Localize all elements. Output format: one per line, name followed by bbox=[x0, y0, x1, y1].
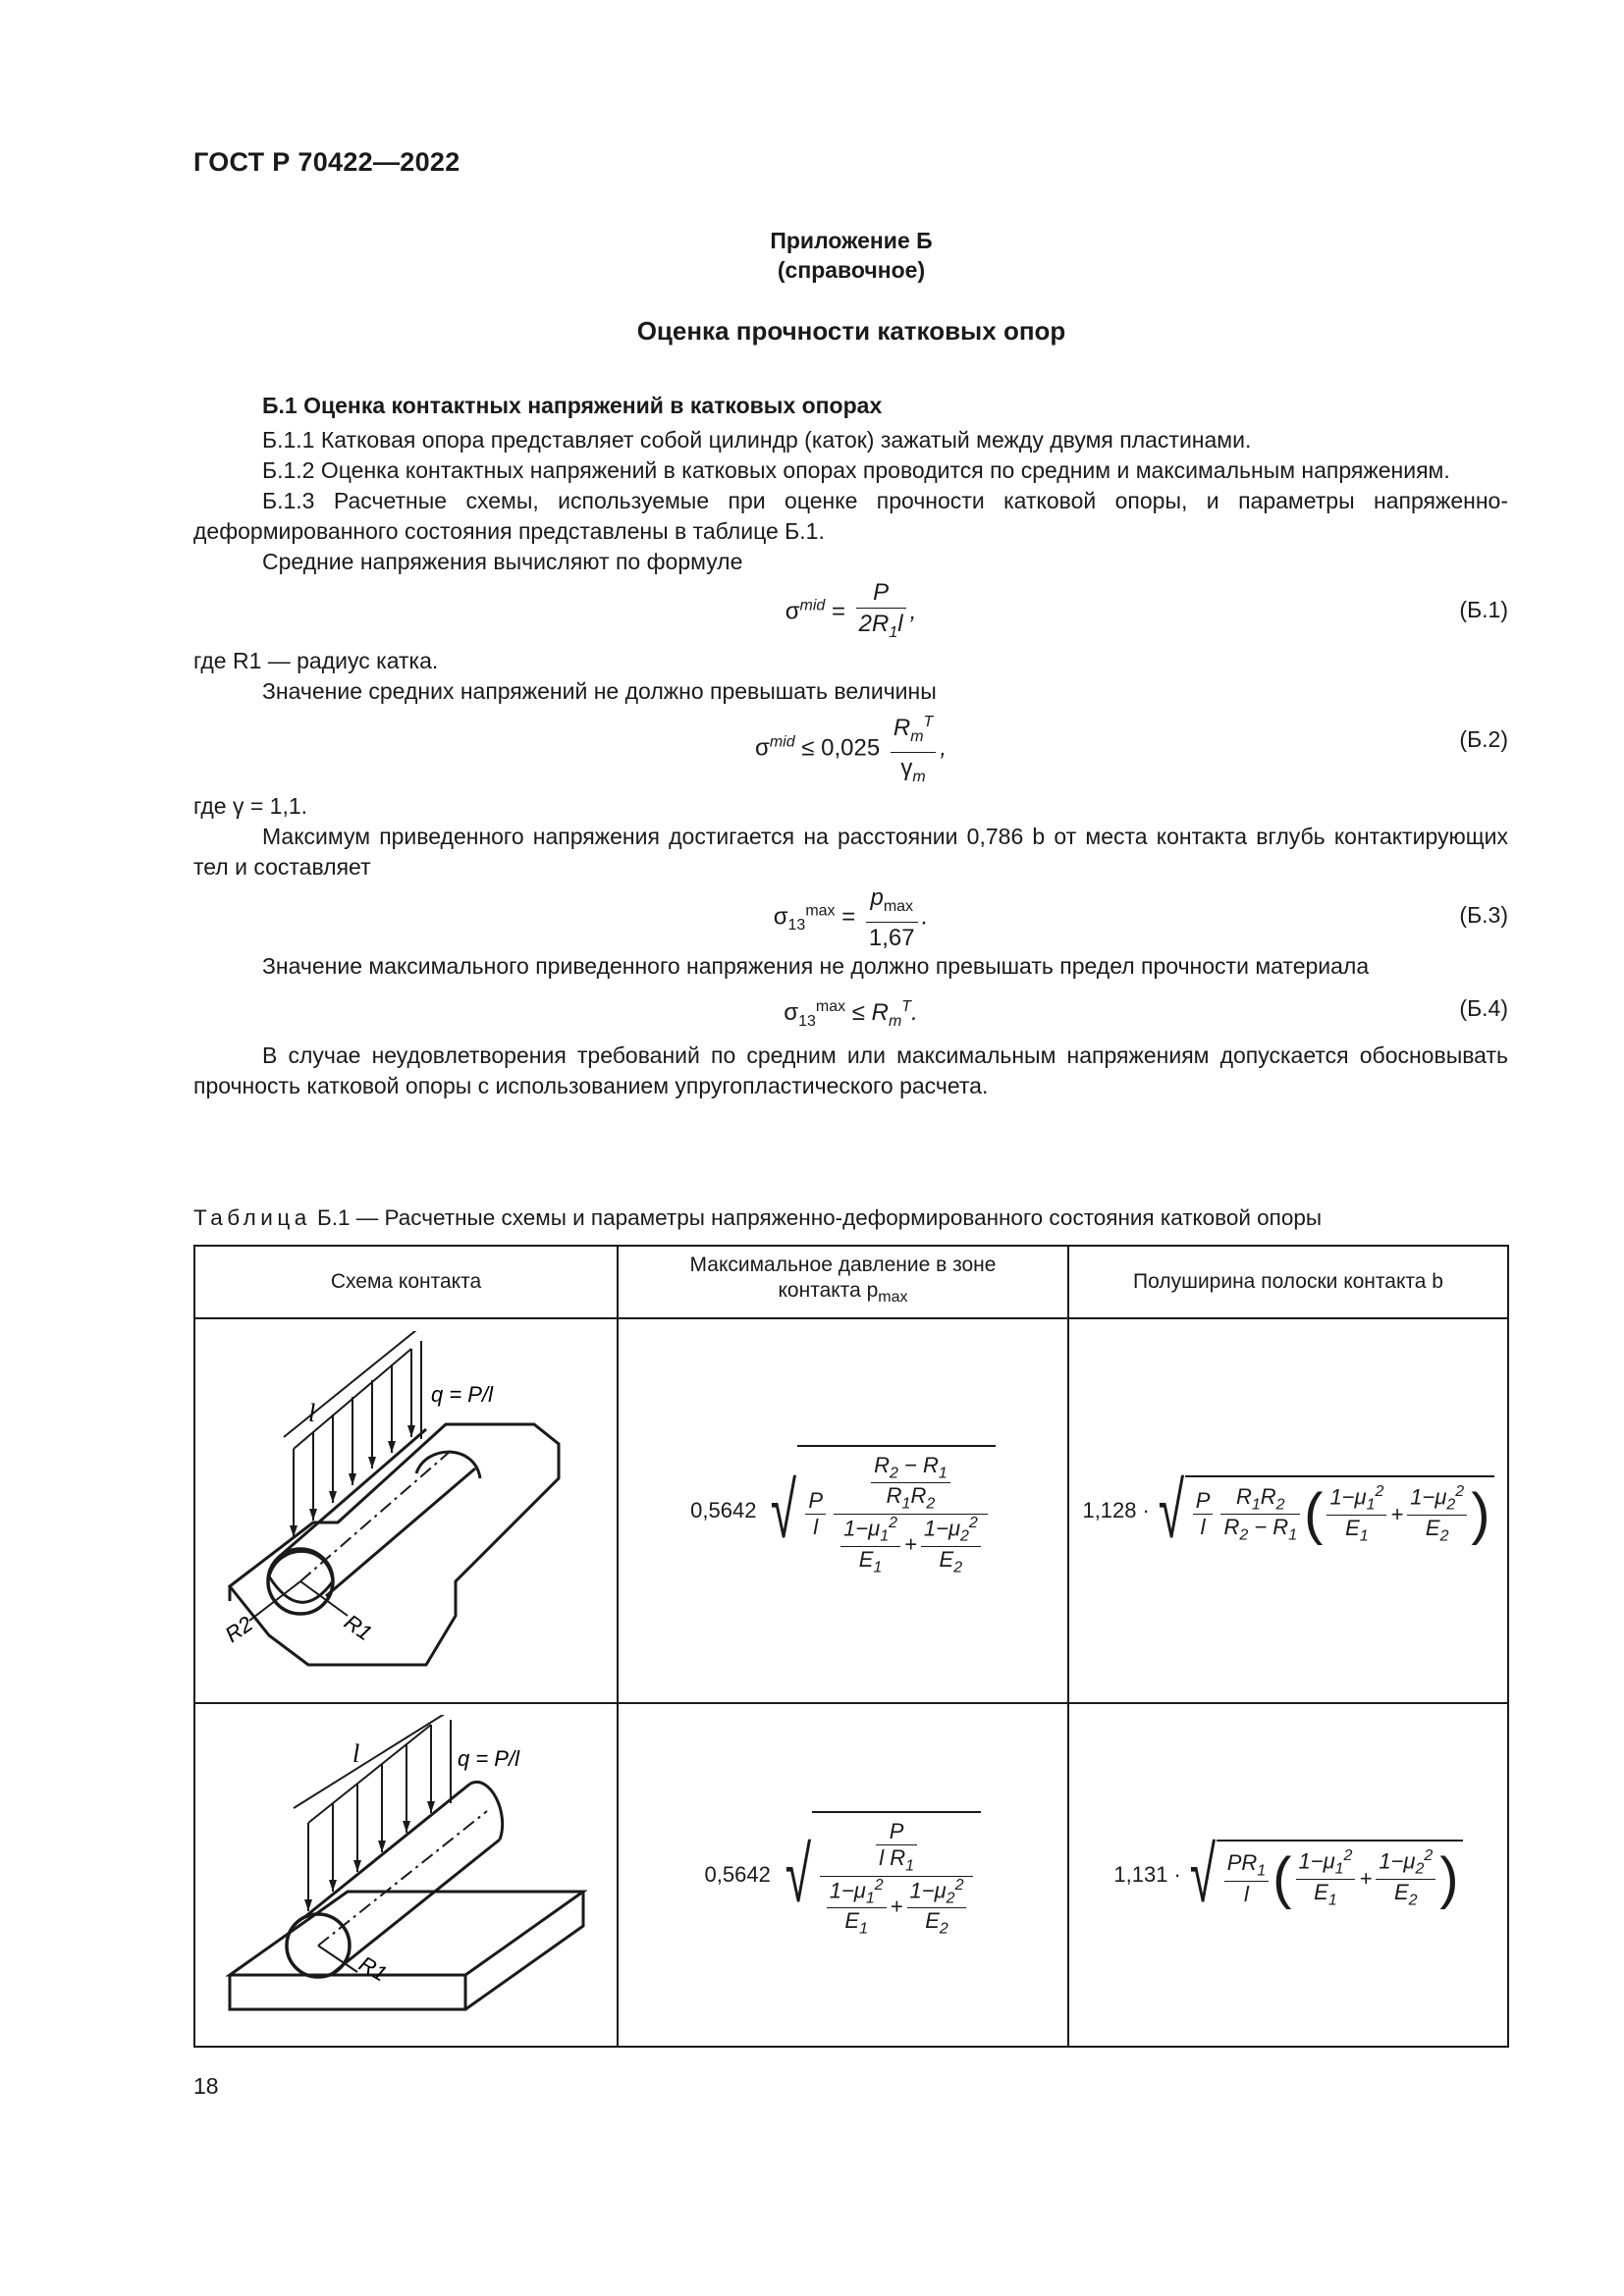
table-caption-prefix: Таблица bbox=[193, 1205, 311, 1230]
document-body bbox=[193, 391, 1508, 1101]
sqrt-expression: √ $\frac{P}{l}$ $\frac{R_2 - R_1}{R_1R_2}$ $\frac{1-\mu_1^2}{E_1}$ + $\frac{1-\mu_2^2}{E_2}$ bbox=[762, 1445, 995, 1576]
radius-r2-label: R2 bbox=[220, 1611, 257, 1648]
header-max-pressure: Максимальное давление в зоне контакта $p_{max}$ bbox=[618, 1246, 1068, 1318]
paragraph: Максимум приведенного напряжения достигается на расстоянии 0,786 b от места контакта вглубь контактирующих тел и составляет bbox=[193, 824, 1508, 880]
coefficient: 0,5642 bbox=[704, 1862, 771, 1887]
paragraph: Значение максимального приведенного напряжения не должно превышать предел прочности материала bbox=[262, 953, 1370, 979]
formula-expression: $\sigma_{13}^{max} \le R_m^T$. bbox=[784, 998, 918, 1030]
formula-expression: $\sigma^{mid}$ = $\frac{P}{2R_1l}$ , bbox=[785, 579, 917, 641]
paragraph: В случае неудовлетворения требований по средним или максимальным напряжениям допускается обосновывать прочность катковой опоры с использованием упругопластического расчета. bbox=[193, 1042, 1508, 1098]
header-contact-scheme: Схема контакта bbox=[194, 1246, 618, 1318]
load-label: q = P/l bbox=[430, 1382, 493, 1407]
diagram-cylinder-in-groove bbox=[194, 1318, 618, 1703]
table-row bbox=[194, 1318, 1508, 1703]
paragraph: Средние напряжения вычисляют по формуле bbox=[262, 549, 743, 574]
coefficient: 1,131 bbox=[1113, 1862, 1168, 1887]
length-label: l bbox=[307, 1399, 315, 1427]
appendix-type: (справочное) bbox=[777, 257, 926, 283]
paragraph: Значение средних напряжений не должно превышать величины bbox=[262, 678, 937, 704]
formula-expression: $\sigma_{13}^{max}$ = $\frac{p_{max}}{1,67}$ . bbox=[773, 884, 929, 951]
appendix-label: Приложение Б bbox=[770, 228, 933, 253]
formula-b2 bbox=[193, 707, 1508, 791]
table-row bbox=[194, 1703, 1508, 2047]
radius-r1-label: R1 bbox=[354, 1950, 391, 1987]
formula-expression: $\sigma^{mid} \le 0,025$ $\frac{R_m^T}{\gamma_m}$ , bbox=[193, 707, 1508, 792]
paragraph: Б.1.3 Расчетные схемы, используемые при оценке прочности катковой опоры, и параметры напряженно-деформированного состояния представлены в таблице Б.1. bbox=[193, 488, 1508, 544]
formula-number: (Б.3) bbox=[1459, 902, 1508, 928]
formula-number: (Б.2) bbox=[1459, 726, 1508, 752]
formula-number: (Б.1) bbox=[1459, 597, 1508, 622]
half-width-formula-2: 1,131 · √ $\frac{PR_1}{l}$ ( $\frac{1-\mu_1^2}{E_1}$ + $\frac{1-\mu_2^2}{E_2}$ ) bbox=[1068, 1703, 1508, 2047]
coefficient: 0,5642 bbox=[690, 1497, 757, 1522]
sqrt-expression: √ $\frac{PR_1}{l}$ ( $\frac{1-\mu_1^2}{E_1}$ + $\frac{1-\mu_2^2}{E_2}$ ) bbox=[1181, 1836, 1463, 1914]
table-caption-text: Б.1 — Расчетные схемы и параметры напряженно-деформированного состояния катковой опоры bbox=[317, 1205, 1323, 1230]
load-label: q = P/l bbox=[457, 1746, 519, 1771]
radius-r1-label: R1 bbox=[339, 1609, 377, 1646]
table-caption bbox=[193, 1205, 1322, 1231]
formula-number: (Б.4) bbox=[1459, 995, 1508, 1021]
table-header-row bbox=[194, 1246, 1508, 1318]
coefficient: 1,128 bbox=[1082, 1498, 1137, 1522]
paragraph: где γ = 1,1. bbox=[193, 793, 308, 819]
appendix-title: Оценка прочности катковых опор bbox=[636, 316, 1066, 346]
max-pressure-formula-2 bbox=[618, 1703, 1068, 2047]
half-width-formula-1: 1,128 · √ $\frac{P}{l}$ $\frac{R_1R_2}{R_2 - R_1}$ ( $\frac{1-\mu_1^2}{E_1}$ + $\frac{1-\mu_2^2}{E_2}$ ) bbox=[1068, 1318, 1508, 1703]
page-number: 18 bbox=[193, 2073, 219, 2099]
diagram-cylinder-on-plate bbox=[194, 1703, 618, 2047]
formula-b1 bbox=[193, 577, 1508, 646]
roller-in-groove-diagram bbox=[210, 1331, 603, 1684]
formula-b4 bbox=[193, 982, 1508, 1037]
contact-table bbox=[193, 1245, 1509, 2048]
header-half-width: Полуширина полоски контакта b bbox=[1068, 1246, 1508, 1318]
appendix-heading bbox=[193, 226, 1509, 285]
paragraph: Б.1.2 Оценка контактных напряжений в катковых опорах проводится по средним и максимальным напряжениям. bbox=[262, 457, 1450, 483]
paragraph: где R1 — радиус катка. bbox=[193, 648, 439, 673]
length-label: l bbox=[352, 1739, 359, 1768]
roller-on-plate-diagram bbox=[210, 1715, 603, 2029]
sqrt-expression: √ $\frac{P}{l}$ $\frac{R_1R_2}{R_2 - R_1}$ ( $\frac{1-\mu_1^2}{E_1}$ + $\frac{1-\mu_2^2}{E_2}$ ) bbox=[1150, 1471, 1494, 1550]
formula-b3 bbox=[193, 882, 1508, 951]
paragraph: Б.1.1 Катковая опора представляет собой цилиндр (каток) зажатый между двумя пластинами. bbox=[262, 427, 1252, 453]
section-heading: Б.1 Оценка контактных напряжений в катковых опорах bbox=[262, 393, 883, 418]
sqrt-expression: √ $\frac{P}{l R_1}$ $\frac{1-\mu_1^2}{E_1}$ + $\frac{1-\mu_2^2}{E_2}$ bbox=[777, 1811, 982, 1939]
max-pressure-formula-1 bbox=[618, 1318, 1068, 1703]
standard-number: ГОСТ Р 70422—2022 bbox=[193, 147, 460, 177]
